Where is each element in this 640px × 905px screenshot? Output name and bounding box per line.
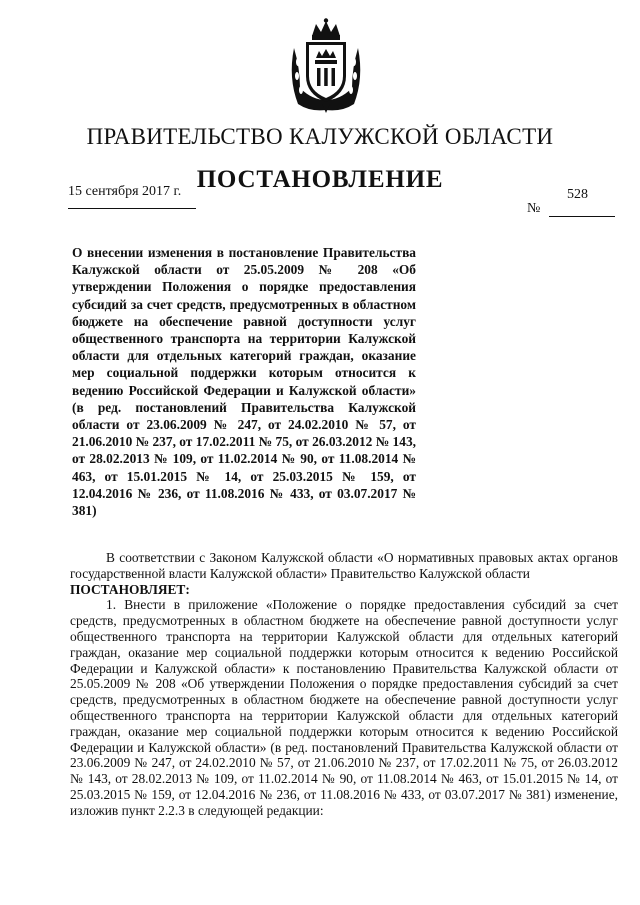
number-underline [549, 216, 615, 217]
document-title-block [72, 244, 416, 519]
document-body [70, 550, 618, 819]
government-name: ПРАВИТЕЛЬСТВО КАЛУЖСКОЙ ОБЛАСТИ [86, 124, 554, 149]
document-type: ПОСТАНОВЛЕНИЕ [196, 166, 444, 193]
document-date: 15 сентября 2017 г. [68, 184, 182, 199]
date-underline [68, 208, 196, 209]
preamble-paragraph: В соответствии с Законом Калужской области «О нормативных правовых актах органов государственной власти Калужской области» Правительство Калужской области [70, 550, 618, 581]
item-1-paragraph: 1. Внести в приложение «Положение о порядке предоставления субсидий за счет средств, предусмотренных в областном бюджете на обеспечение равной доступности услуг общественного транспорта на территории Калужской области для отдельных категорий граждан, оказание мер социальной поддержки которым относится к ведению Российской Федерации и Калужской области» к постановлению Правительства Калужской области от 25.05.2009 № 208 «Об утверждении Положения о порядке предоставления субсидий за счет средств, предусмотренных в областном бюджете на обеспечение равной доступности услуг общественного транспорта на территории Калужской области для отдельных категорий граждан, оказание мер социальной поддержки которым относится к ведению Российской Федерации и Калужской области» (в ред. постановлений Правительства Калужской области от 23.06.2009 № 247, от 24.02.2010 № 57, от 21.06.2010 № 237, от 17.02.2011 № 75, от 26.03.2012 № 143, от 28.02.2013 № 109, от 11.02.2014 № 90, от 11.08.2014 № 463, от 15.01.2015 № 14, от 25.03.2015 № 159, от 12.04.2016 № 236, от 11.08.2016 № 433, от 03.07.2017 № 381) изменение, изложив пункт 2.2.3 в следующей редакции: [70, 597, 618, 818]
decree-heading: ПОСТАНОВЛЯЕТ: [70, 581, 190, 597]
document-title: О внесении изменения в постановление Правительства Калужской области от 25.05.2009 № 208 «Об утверждении Положения о порядке предоставления субсидий за счет средств, предусмотренных в областном бюджете на обеспечение равной доступности услуг общественного транспорта на территории Калужской области для отдельных категорий граждан, оказание мер социальной поддержки которым относится к ведению Российской Федерации и Калужской области» (в ред. постановлений Правительства Калужской области от 23.06.2009 № 247, от 24.02.2010 № 57, от 21.06.2010 № 237, от 17.02.2011 № 75, от 26.03.2012 № 143, от 28.02.2013 № 109, от 11.02.2014 № 90, от 11.08.2014 № 463, от 15.01.2015 № 14, от 25.03.2015 № 159, от 12.04.2016 № 236, от 11.08.2016 № 433, от 03.07.2017 № 381) [72, 245, 416, 519]
number-sign: № [527, 201, 541, 216]
kaluga-coat-of-arms-icon [286, 18, 366, 114]
document-number: 528 [567, 187, 588, 202]
